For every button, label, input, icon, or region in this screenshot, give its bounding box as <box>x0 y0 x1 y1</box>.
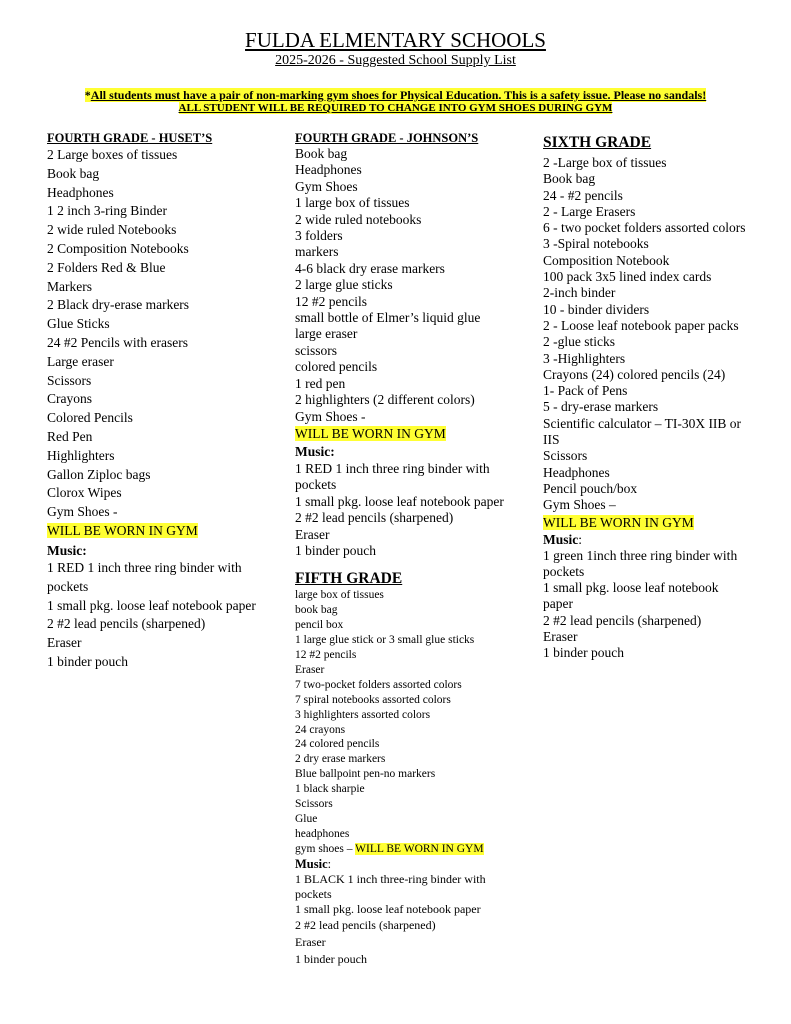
gym-change-text: ALL STUDENT WILL BE REQUIRED TO CHANGE INTO GYM SHOES DURING GYM <box>178 102 613 114</box>
list-item: 6 - two pocket folders assorted colors <box>543 220 746 236</box>
fourth-johnson-supply-list <box>295 146 520 425</box>
fourth-johnson-music-heading: Music: <box>295 443 335 459</box>
list-item: 3 -Spiral notebooks <box>543 236 649 252</box>
list-item: 2 highlighters (2 different colors) <box>295 392 475 408</box>
list-item: Crayons <box>47 391 92 407</box>
sixth-music-label: Music <box>543 531 579 547</box>
list-item: 1 large glue stick or 3 small glue sticks <box>295 634 475 647</box>
list-item: 2 #2 lead pencils (sharpened) <box>47 616 206 632</box>
sixth-music-heading <box>543 532 748 548</box>
list-item: 2-inch binder <box>543 285 616 301</box>
list-item: Eraser <box>295 935 326 950</box>
list-item: Pencil pouch/box <box>543 480 638 496</box>
list-item: Eraser <box>295 526 330 542</box>
gym-note-highlight: WILL BE WORN IN GYM <box>47 522 198 538</box>
list-item: 2 #2 lead pencils (sharpened) <box>295 510 454 526</box>
list-item: large eraser <box>295 326 358 342</box>
sixth-grade-column <box>543 134 748 662</box>
list-item: 7 two-pocket folders assorted colors <box>295 678 462 691</box>
gym-note-highlight: WILL BE WORN IN GYM <box>355 842 484 855</box>
sixth-gym-note <box>543 514 748 531</box>
list-item: Gym Shoes – <box>543 497 616 513</box>
list-item: Gym Shoes - <box>47 504 118 520</box>
list-item: 24 #2 Pencils with erasers <box>47 334 188 350</box>
list-item: 1 BLACK 1 inch three-ring binder with pockets <box>295 871 486 901</box>
fourth-grade-huset-column <box>47 131 277 672</box>
sixth-music-list <box>543 548 748 662</box>
list-item: small bottle of Elmer’s liquid glue <box>295 310 481 326</box>
list-item: 2 #2 lead pencils (sharpened) <box>543 612 702 628</box>
fifth-music-list <box>295 872 520 969</box>
list-item: Eraser <box>543 629 578 645</box>
list-item: Scissors <box>295 798 333 811</box>
list-item: 1 RED 1 inch three ring binder with pockets <box>47 559 242 594</box>
list-item: large box of tissues <box>295 589 384 602</box>
list-item: 1 small pkg. loose leaf notebook paper <box>543 580 719 612</box>
list-item: Glue <box>295 812 318 825</box>
list-item: 4-6 black dry erase markers <box>295 260 445 276</box>
fourth-johnson-music-list <box>295 461 520 559</box>
list-item: Red Pen <box>47 428 93 444</box>
fourth-johnson-heading: FOURTH GRADE - JOHNSON’S <box>295 131 479 145</box>
list-item: 2 Folders Red & Blue <box>47 259 166 275</box>
list-item: Crayons (24) colored pencils (24) <box>543 366 726 382</box>
list-item: 2 #2 lead pencils (sharpened) <box>295 918 436 933</box>
list-item: Markers <box>47 278 92 294</box>
list-item: 1 binder pouch <box>543 645 624 661</box>
list-item: 100 pack 3x5 lined index cards <box>543 269 712 285</box>
list-item: scissors <box>295 342 338 358</box>
list-item: Blue ballpoint pen-no markers <box>295 768 436 781</box>
list-item: Composition Notebook <box>543 252 670 268</box>
list-item: Glue Sticks <box>47 316 110 332</box>
list-item: Headphones <box>295 162 362 178</box>
list-item: 12 #2 pencils <box>295 293 367 309</box>
list-item: 2 Composition Notebooks <box>47 240 189 256</box>
list-item: 2 -glue sticks <box>543 334 615 350</box>
fourth-huset-heading: FOURTH GRADE - HUSET’S <box>47 131 213 145</box>
list-item: 2 wide ruled notebooks <box>295 211 422 227</box>
list-item: 1 binder pouch <box>295 542 376 558</box>
list-item: 24 crayons <box>295 723 346 736</box>
list-item: colored pencils <box>295 359 378 375</box>
list-item: 2 Large boxes of tissues <box>47 147 178 162</box>
list-item: 2 - Loose leaf notebook paper packs <box>543 317 739 333</box>
page-title: FULDA ELMENTARY SCHOOLS <box>245 28 546 52</box>
list-item: 1 small pkg. loose leaf notebook paper <box>47 597 256 613</box>
fourth-huset-music-heading: Music: <box>47 542 87 558</box>
fifth-music-heading <box>295 857 520 872</box>
list-item: Gym Shoes <box>295 178 358 194</box>
list-item: 1 RED 1 inch three ring binder with pockets <box>295 460 490 493</box>
list-item: Scissors <box>543 448 588 464</box>
list-item: 1 large box of tissues <box>295 195 410 211</box>
list-item: 2 dry erase markers <box>295 753 386 766</box>
fourth-johnson-gym-note <box>295 425 520 442</box>
list-item: Colored Pencils <box>47 410 133 426</box>
fifth-music-label: Music <box>295 856 328 871</box>
list-item: 5 - dry-erase markers <box>543 399 659 415</box>
fourth-huset-supply-list <box>47 146 277 522</box>
gym-note-highlight: WILL BE WORN IN GYM <box>295 425 446 441</box>
list-item: pencil box <box>295 619 344 632</box>
list-item: Book bag <box>543 171 596 187</box>
list-item: 3 highlighters assorted colors <box>295 708 431 721</box>
list-item: 24 - #2 pencils <box>543 187 623 203</box>
list-item: 3 folders <box>295 228 343 244</box>
list-item: Book bag <box>47 165 100 181</box>
fifth-gym-line <box>295 842 520 857</box>
fifth-gym-prefix: gym shoes – <box>295 842 356 855</box>
list-item: 1 binder pouch <box>47 653 128 669</box>
fourth-huset-music-list <box>47 559 277 672</box>
gym-change-notice <box>0 102 791 115</box>
fourth-johnson-fifth-column <box>295 131 520 968</box>
list-item: 2 - Large Erasers <box>543 203 636 219</box>
list-item: 2 Black dry-erase markers <box>47 297 190 313</box>
list-item: 10 - binder dividers <box>543 301 650 317</box>
list-item: 1 green 1inch three ring binder with pockets <box>543 547 738 579</box>
notice-asterisk: * <box>84 88 91 102</box>
list-item: Scientific calculator – TI-30X IIB or IIS <box>543 415 742 448</box>
list-item: Clorox Wipes <box>47 485 122 501</box>
list-item: Headphones <box>47 184 114 200</box>
list-item: 1- Pack of Pens <box>543 383 628 399</box>
notice-text: All students must have a pair of non-marking gym shoes for Physical Education. This is a safety issue. Please no sandals! <box>90 88 707 102</box>
list-item: 7 spiral notebooks assorted colors <box>295 693 451 706</box>
list-item: 2 -Large box of tissues <box>543 155 667 170</box>
list-item: 1 binder pouch <box>295 952 367 967</box>
list-item: 1 small pkg. loose leaf notebook paper <box>295 902 481 917</box>
list-item: Eraser <box>295 663 325 676</box>
fifth-grade-heading: FIFTH GRADE <box>295 570 403 588</box>
fifth-grade-supply-list <box>295 588 520 841</box>
list-item: Eraser <box>47 635 82 651</box>
list-item: 1 red pen <box>295 375 346 391</box>
page-subtitle: 2025-2026 - Suggested School Supply List <box>275 53 516 68</box>
list-item: Highlighters <box>47 447 115 463</box>
list-item: Gym Shoes - <box>295 408 366 424</box>
list-item: Gallon Ziploc bags <box>47 466 151 482</box>
gym-note-highlight: WILL BE WORN IN GYM <box>543 514 694 530</box>
list-item: markers <box>295 244 339 260</box>
list-item: Scissors <box>47 372 92 388</box>
fourth-huset-gym-note <box>47 522 277 540</box>
list-item: 2 wide ruled Notebooks <box>47 222 177 238</box>
list-item: 2 large glue sticks <box>295 277 393 293</box>
list-item: headphones <box>295 827 350 840</box>
list-item: 1 black sharpie <box>295 783 365 796</box>
sixth-grade-supply-list <box>543 155 748 514</box>
list-item: Large eraser <box>47 353 114 369</box>
fifth-music-colon: : <box>327 856 332 871</box>
list-item: 1 2 inch 3-ring Binder <box>47 203 167 219</box>
list-item: book bag <box>295 604 338 617</box>
list-item: 3 -Highlighters <box>543 350 626 366</box>
sixth-music-colon: : <box>578 531 583 547</box>
sixth-grade-heading: SIXTH GRADE <box>543 134 652 151</box>
list-item: 1 small pkg. loose leaf notebook paper <box>295 493 504 509</box>
list-item: 12 #2 pencils <box>295 648 357 661</box>
gym-shoe-notice <box>0 88 791 102</box>
list-item: Book bag <box>295 146 348 161</box>
list-item: Headphones <box>543 464 610 480</box>
list-item: 24 colored pencils <box>295 738 380 751</box>
